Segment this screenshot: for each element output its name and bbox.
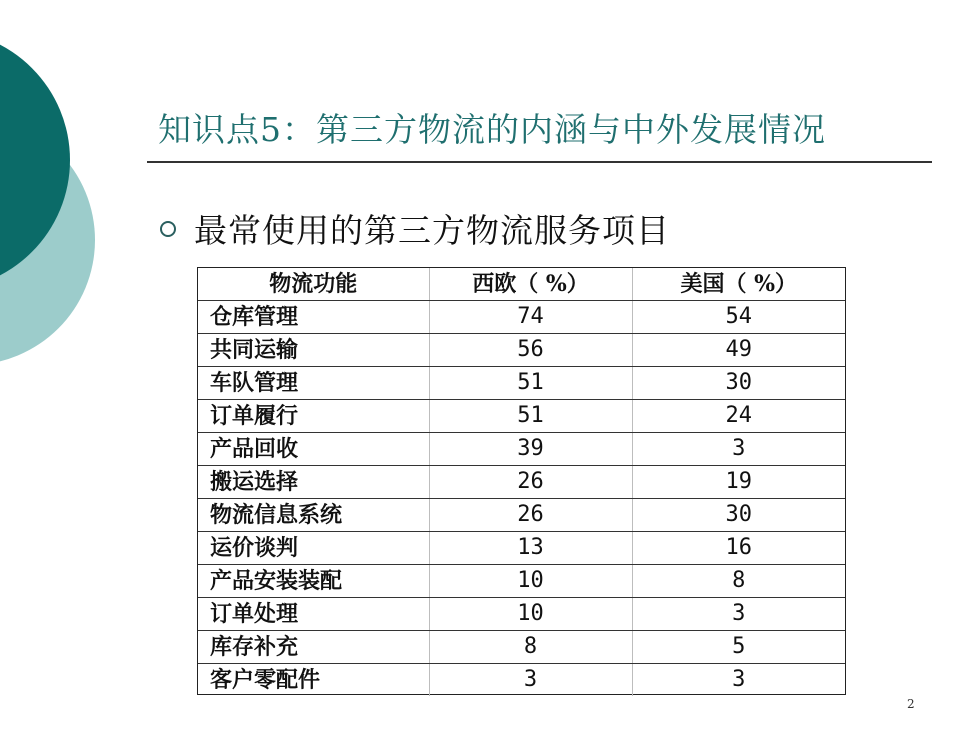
- cell-usa: 30: [632, 499, 845, 532]
- table-row: [198, 532, 845, 565]
- cell-function: 客户零配件: [210, 667, 321, 693]
- cell-europe: 39: [429, 433, 632, 466]
- cell-europe: 51: [429, 400, 632, 433]
- cell-europe: 8: [429, 631, 632, 664]
- cell-function: 订单履行: [198, 400, 429, 433]
- title-divider: [147, 161, 932, 163]
- table-row: [198, 466, 845, 499]
- cell-europe: 10: [429, 598, 632, 631]
- table-row: [198, 499, 845, 532]
- cell-europe: 26: [429, 499, 632, 532]
- table-header-row: [198, 268, 845, 301]
- cell-usa: 8: [632, 565, 845, 598]
- header-europe: 西欧（ %）: [429, 268, 632, 301]
- services-table: [197, 267, 846, 695]
- cell-usa: 3: [632, 433, 845, 466]
- table-row: [198, 565, 845, 598]
- table-row: [198, 301, 845, 334]
- slide-title: 知识点5：第三方物流的内涵与中外发展情况: [158, 110, 826, 149]
- cell-function: 订单处理: [198, 598, 429, 631]
- page-number: 2: [907, 697, 915, 711]
- cell-europe: 74: [429, 301, 632, 334]
- cell-function: 产品安装装配: [198, 565, 429, 598]
- cell-usa: 5: [632, 631, 845, 664]
- cell-usa: 54: [632, 301, 845, 334]
- cell-europe: 13: [429, 532, 632, 565]
- cell-function: 搬运选择: [198, 466, 429, 499]
- cell-function: 共同运输: [198, 334, 429, 367]
- cell-usa: 49: [632, 334, 845, 367]
- cell-function: 库存补充: [198, 631, 429, 664]
- bullet-text: 最常使用的第三方物流服务项目: [194, 211, 670, 250]
- cell-function: 车队管理: [198, 367, 429, 400]
- table-row: [198, 367, 845, 400]
- header-usa: 美国（ %）: [632, 268, 845, 301]
- table-row: [198, 598, 845, 631]
- table-row: [198, 631, 845, 664]
- cell-europe: 51: [429, 367, 632, 400]
- header-function: 物流功能: [198, 268, 429, 301]
- table-row: [198, 400, 845, 433]
- cell-usa: 3: [632, 664, 845, 697]
- cell-usa: 30: [632, 367, 845, 400]
- cell-function: 产品回收: [198, 433, 429, 466]
- cell-europe: 10: [429, 565, 632, 598]
- cell-usa: 24: [632, 400, 845, 433]
- cell-europe: 56: [429, 334, 632, 367]
- cell-usa: 3: [632, 598, 845, 631]
- cell-europe: 26: [429, 466, 632, 499]
- cell-function: 仓库管理: [198, 301, 429, 334]
- cell-usa: 19: [632, 466, 845, 499]
- hollow-circle-bullet-icon: [160, 221, 176, 237]
- table-row: [198, 664, 845, 697]
- table-row: [198, 334, 845, 367]
- cell-function: 物流信息系统: [198, 499, 429, 532]
- cell-usa: 16: [632, 532, 845, 565]
- cell-europe: 3: [429, 664, 632, 697]
- table-row: [198, 433, 845, 466]
- cell-function: 运价谈判: [198, 532, 429, 565]
- bullet-item: [160, 205, 670, 252]
